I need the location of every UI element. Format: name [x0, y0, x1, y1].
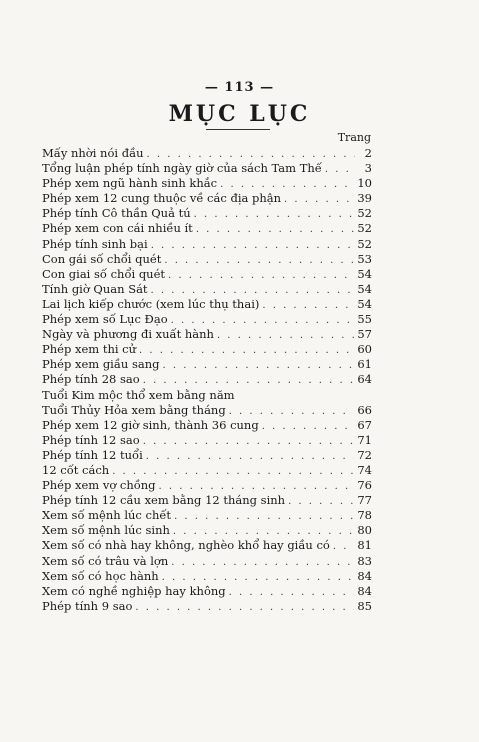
toc-entry-title: Tính giờ Quan Sát — [42, 281, 148, 296]
toc-entry-page: 54 — [357, 281, 372, 296]
toc-entry — [42, 538, 372, 553]
toc-entry-page: 66 — [357, 402, 372, 417]
toc-entry-page: 55 — [357, 312, 372, 327]
toc-entry-title: Phép xem số Lục Đạo — [42, 312, 168, 327]
toc-entry-page: 52 — [357, 206, 372, 221]
toc-entry-page: 78 — [357, 508, 372, 523]
dot-leader — [262, 419, 355, 433]
toc-entry-page: 53 — [357, 251, 372, 266]
toc-entry-title: Tuổi Kim mộc thổ xem bằng năm — [42, 387, 235, 402]
toc-entry-page: 54 — [357, 266, 372, 281]
toc-entry-title: Phép tính 12 cầu xem bằng 12 tháng sinh — [42, 493, 286, 508]
dot-leader — [112, 464, 354, 478]
toc-entry-title: 12 cốt cách — [42, 462, 110, 477]
toc-entry — [42, 569, 372, 584]
dot-leader — [159, 479, 355, 493]
dot-leader — [220, 177, 354, 191]
toc-entry — [42, 342, 372, 357]
toc-entry-page: 60 — [357, 342, 372, 357]
toc-entry — [42, 433, 372, 448]
dot-leader — [229, 585, 355, 599]
toc-entry — [42, 176, 372, 191]
toc-entry-page: 67 — [357, 417, 372, 432]
toc-entry — [42, 237, 372, 252]
toc-entry-title: Phép tính 12 sao — [42, 432, 140, 447]
toc-entry-title: Xem số có nhà hay không, nghèo khổ hay giầu có — [42, 538, 330, 553]
toc-entry-title: Xem có nghề nghiệp hay không — [42, 583, 226, 598]
toc-entry-title: Phép xem vợ chồng — [42, 478, 156, 493]
toc-entry — [42, 554, 372, 569]
toc-entry-page: 64 — [357, 372, 372, 387]
page-title: MỤC LỤC — [168, 101, 311, 127]
toc-entry-page: 81 — [357, 538, 372, 553]
toc-entry — [42, 297, 372, 312]
toc-entry-title: Phép xem 12 giờ sinh, thành 36 cung — [42, 417, 259, 432]
toc-entry-page: 54 — [357, 296, 372, 311]
title-underline — [206, 129, 270, 130]
dot-leader — [143, 373, 355, 387]
dot-leader — [135, 600, 354, 614]
dot-leader — [333, 539, 355, 553]
toc-entry-page: 52 — [357, 236, 372, 251]
toc-entry-page: 84 — [357, 568, 372, 583]
toc-entry — [42, 403, 372, 418]
dot-leader — [147, 147, 355, 161]
toc-entry-title: Xem số có trâu và lợn — [42, 553, 169, 568]
toc-entry-page: 61 — [357, 357, 372, 372]
dot-leader — [217, 328, 354, 342]
toc-entry — [42, 372, 372, 387]
toc-entry-page: 52 — [357, 221, 372, 236]
toc-entry-page: 10 — [357, 176, 372, 191]
toc-entry-page: 72 — [357, 447, 372, 462]
dot-leader — [146, 449, 355, 463]
toc-entry — [42, 252, 372, 267]
dot-leader — [168, 268, 354, 282]
dot-leader — [164, 253, 354, 267]
toc-entry — [42, 418, 372, 433]
toc-entry-title: Con giai số chổi quét — [42, 266, 166, 281]
toc-entry-title: Lai lịch kiếp chước (xem lúc thụ thai) — [42, 296, 260, 311]
toc-entry — [42, 206, 372, 221]
toc-entry-page: 2 — [364, 146, 372, 160]
dot-leader — [163, 358, 355, 372]
dot-leader — [196, 222, 355, 236]
toc-entry-title: Xem số có học hành — [42, 568, 159, 583]
dot-leader — [262, 298, 354, 312]
toc-entry — [42, 161, 372, 176]
toc-entry-title: Phép tính 9 sao — [42, 598, 133, 613]
toc-entry-title: Xem số mệnh lúc sinh — [42, 523, 170, 538]
page-column-header: Trang — [337, 131, 371, 144]
dot-leader — [151, 238, 355, 252]
toc-entry-title: Ngày và phương đi xuất hành — [42, 327, 214, 342]
toc-entry — [42, 388, 372, 403]
toc-entry-page: 74 — [357, 462, 372, 477]
toc-entry-title: Phép tính 28 sao — [42, 372, 140, 387]
toc-entry-page: 80 — [357, 523, 372, 538]
toc-entry-title: Con gái số chổi quét — [42, 251, 162, 266]
toc-entry — [42, 327, 372, 342]
dot-leader — [194, 207, 355, 221]
toc-entry — [42, 312, 372, 327]
toc-entry-title: Phép xem giầu sang — [42, 357, 160, 372]
page-number: — 113 — — [204, 80, 275, 95]
toc-entry — [42, 584, 372, 599]
dot-leader — [143, 434, 355, 448]
dot-leader — [171, 555, 354, 569]
toc-entry-page: 77 — [357, 493, 372, 508]
toc-entry — [42, 523, 372, 538]
toc-entry — [42, 221, 372, 236]
toc-entry — [42, 463, 372, 478]
dot-leader — [151, 283, 355, 297]
toc-entry — [42, 508, 372, 523]
toc-entry-page: 39 — [357, 191, 372, 206]
toc-entry-title: Phép tính Cô thần Quả tú — [42, 206, 191, 221]
toc-entry-page: 3 — [364, 161, 372, 176]
toc-entry-title: Phép xem thi cử — [42, 342, 137, 357]
toc-entry — [42, 448, 372, 463]
dot-leader — [288, 494, 354, 508]
toc-entry-title: Phép xem 12 cung thuộc về các địa phận — [42, 191, 282, 206]
dot-leader — [139, 343, 354, 357]
toc-entry — [42, 282, 372, 297]
toc-entry-title: Tổng luận phép tính ngày giờ của sách Tam Thế — [42, 161, 322, 176]
toc-entry-page: 76 — [357, 478, 372, 493]
dot-leader — [229, 404, 355, 418]
toc-entry — [42, 267, 372, 282]
toc-entry-title: Phép tính sinh bại — [42, 236, 148, 251]
toc-entry-page: 85 — [357, 598, 372, 613]
toc-entry-page: 84 — [357, 583, 372, 598]
toc-entry — [42, 599, 372, 614]
toc-entry — [42, 191, 372, 206]
toc-entry-page: 57 — [357, 327, 372, 342]
dot-leader — [325, 162, 355, 176]
toc-entry-title: Tuổi Thủy Hỏa xem bằng tháng — [42, 402, 226, 417]
toc-entry-title: Phép xem ngũ hành sinh khắc — [42, 176, 218, 191]
dot-leader — [173, 524, 354, 538]
toc-entry-title: Mấy nhời nói đầu — [42, 146, 144, 160]
toc-entry — [42, 357, 372, 372]
toc-entry-title: Xem số mệnh lúc chết — [42, 508, 172, 523]
dot-leader — [284, 192, 354, 206]
toc-entry — [42, 493, 372, 508]
toc-entry-title: Phép tính 12 tuổi — [42, 447, 143, 462]
toc-entry — [42, 478, 372, 493]
dot-leader — [174, 509, 354, 523]
toc-entry-page: 71 — [357, 432, 372, 447]
table-of-contents — [42, 146, 372, 614]
toc-entry-title: Phép xem con cái nhiều ít — [42, 221, 193, 236]
toc-entry-page: 83 — [357, 553, 372, 568]
toc-entry — [42, 146, 372, 161]
dot-leader — [171, 313, 355, 327]
dot-leader — [162, 570, 355, 584]
